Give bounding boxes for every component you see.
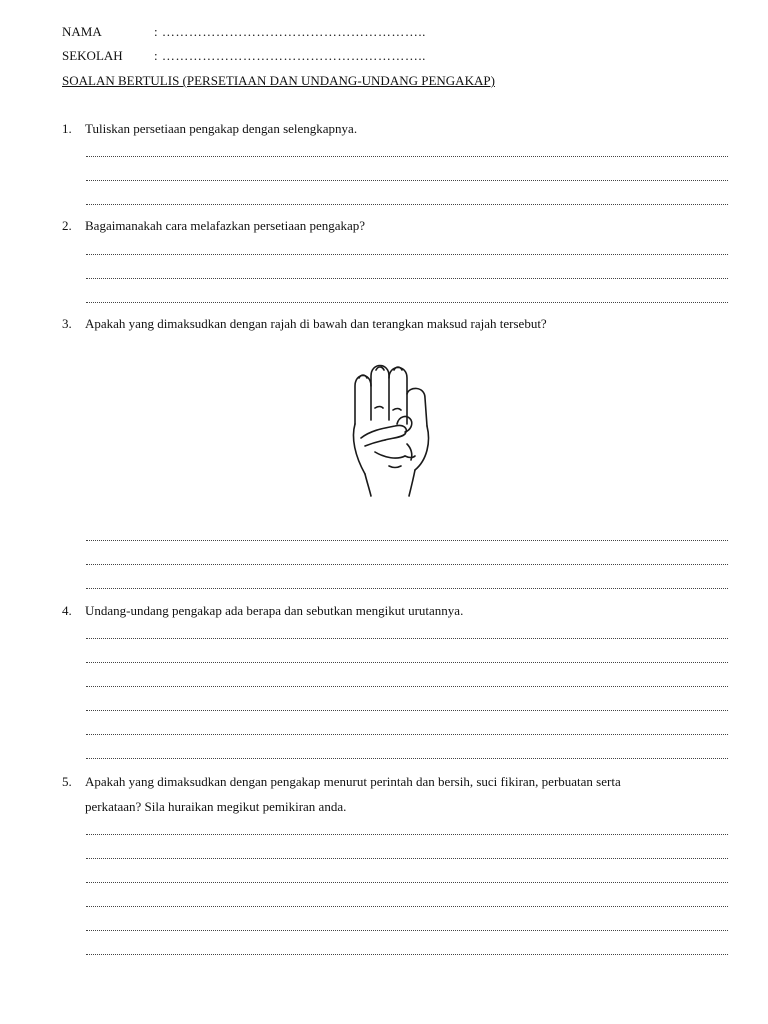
- answer-line[interactable]: [86, 564, 728, 565]
- worksheet-title: SOALAN BERTULIS (PERSETIAAN DAN UNDANG-UNDANG PENGAKAP): [62, 73, 495, 88]
- answer-line[interactable]: [86, 254, 728, 255]
- answer-line[interactable]: [86, 302, 728, 303]
- question-text: [85, 315, 735, 340]
- question-text: [85, 120, 735, 145]
- answer-line[interactable]: [86, 930, 728, 931]
- answer-line[interactable]: [86, 662, 728, 663]
- nama-label: NAMA: [62, 24, 102, 39]
- answer-line[interactable]: [86, 588, 728, 589]
- question-text-line: perkataan? Sila huraikan megikut pemikiran anda.: [85, 799, 347, 814]
- answer-line[interactable]: [86, 758, 728, 759]
- answer-line[interactable]: [86, 540, 728, 541]
- answer-line[interactable]: [86, 906, 728, 907]
- three-finger-salute-hand-icon: [345, 364, 437, 500]
- answer-line[interactable]: [86, 156, 728, 157]
- answer-line[interactable]: [86, 686, 728, 687]
- question-text-line: Tuliskan persetiaan pengakap dengan selengkapnya.: [85, 121, 358, 136]
- question-number: 1.: [62, 121, 72, 136]
- answer-line[interactable]: [86, 638, 728, 639]
- question-text: [85, 217, 735, 242]
- question-text-line: Bagaimanakah cara melafazkan persetiaan pengakap?: [85, 218, 366, 233]
- question-number: 3.: [62, 316, 72, 331]
- answer-line[interactable]: [86, 204, 728, 205]
- answer-line[interactable]: [86, 734, 728, 735]
- sekolah-row: [62, 47, 426, 65]
- answer-line[interactable]: [86, 834, 728, 835]
- question-text: [85, 773, 735, 823]
- answer-line[interactable]: [86, 180, 728, 181]
- answer-line[interactable]: [86, 710, 728, 711]
- question-text: [85, 602, 735, 627]
- question-number: 2.: [62, 218, 72, 233]
- nama-field[interactable]: : …………………………………………………..: [154, 24, 426, 39]
- question-text-line: Undang-undang pengakap ada berapa dan sebutkan mengikut urutannya.: [85, 603, 464, 618]
- answer-line[interactable]: [86, 858, 728, 859]
- question-number: 4.: [62, 603, 72, 618]
- question-text-line: Apakah yang dimaksudkan dengan pengakap menurut perintah dan bersih, suci fikiran, perbuatan serta: [85, 774, 621, 789]
- question-text-line: Apakah yang dimaksudkan dengan rajah di bawah dan terangkan maksud rajah tersebut?: [85, 316, 547, 331]
- answer-line[interactable]: [86, 882, 728, 883]
- sekolah-label: SEKOLAH: [62, 48, 123, 63]
- nama-row: [62, 23, 426, 41]
- answer-line[interactable]: [86, 278, 728, 279]
- question-number: 5.: [62, 774, 72, 789]
- sekolah-field[interactable]: : …………………………………………………..: [154, 48, 426, 63]
- answer-line[interactable]: [86, 954, 728, 955]
